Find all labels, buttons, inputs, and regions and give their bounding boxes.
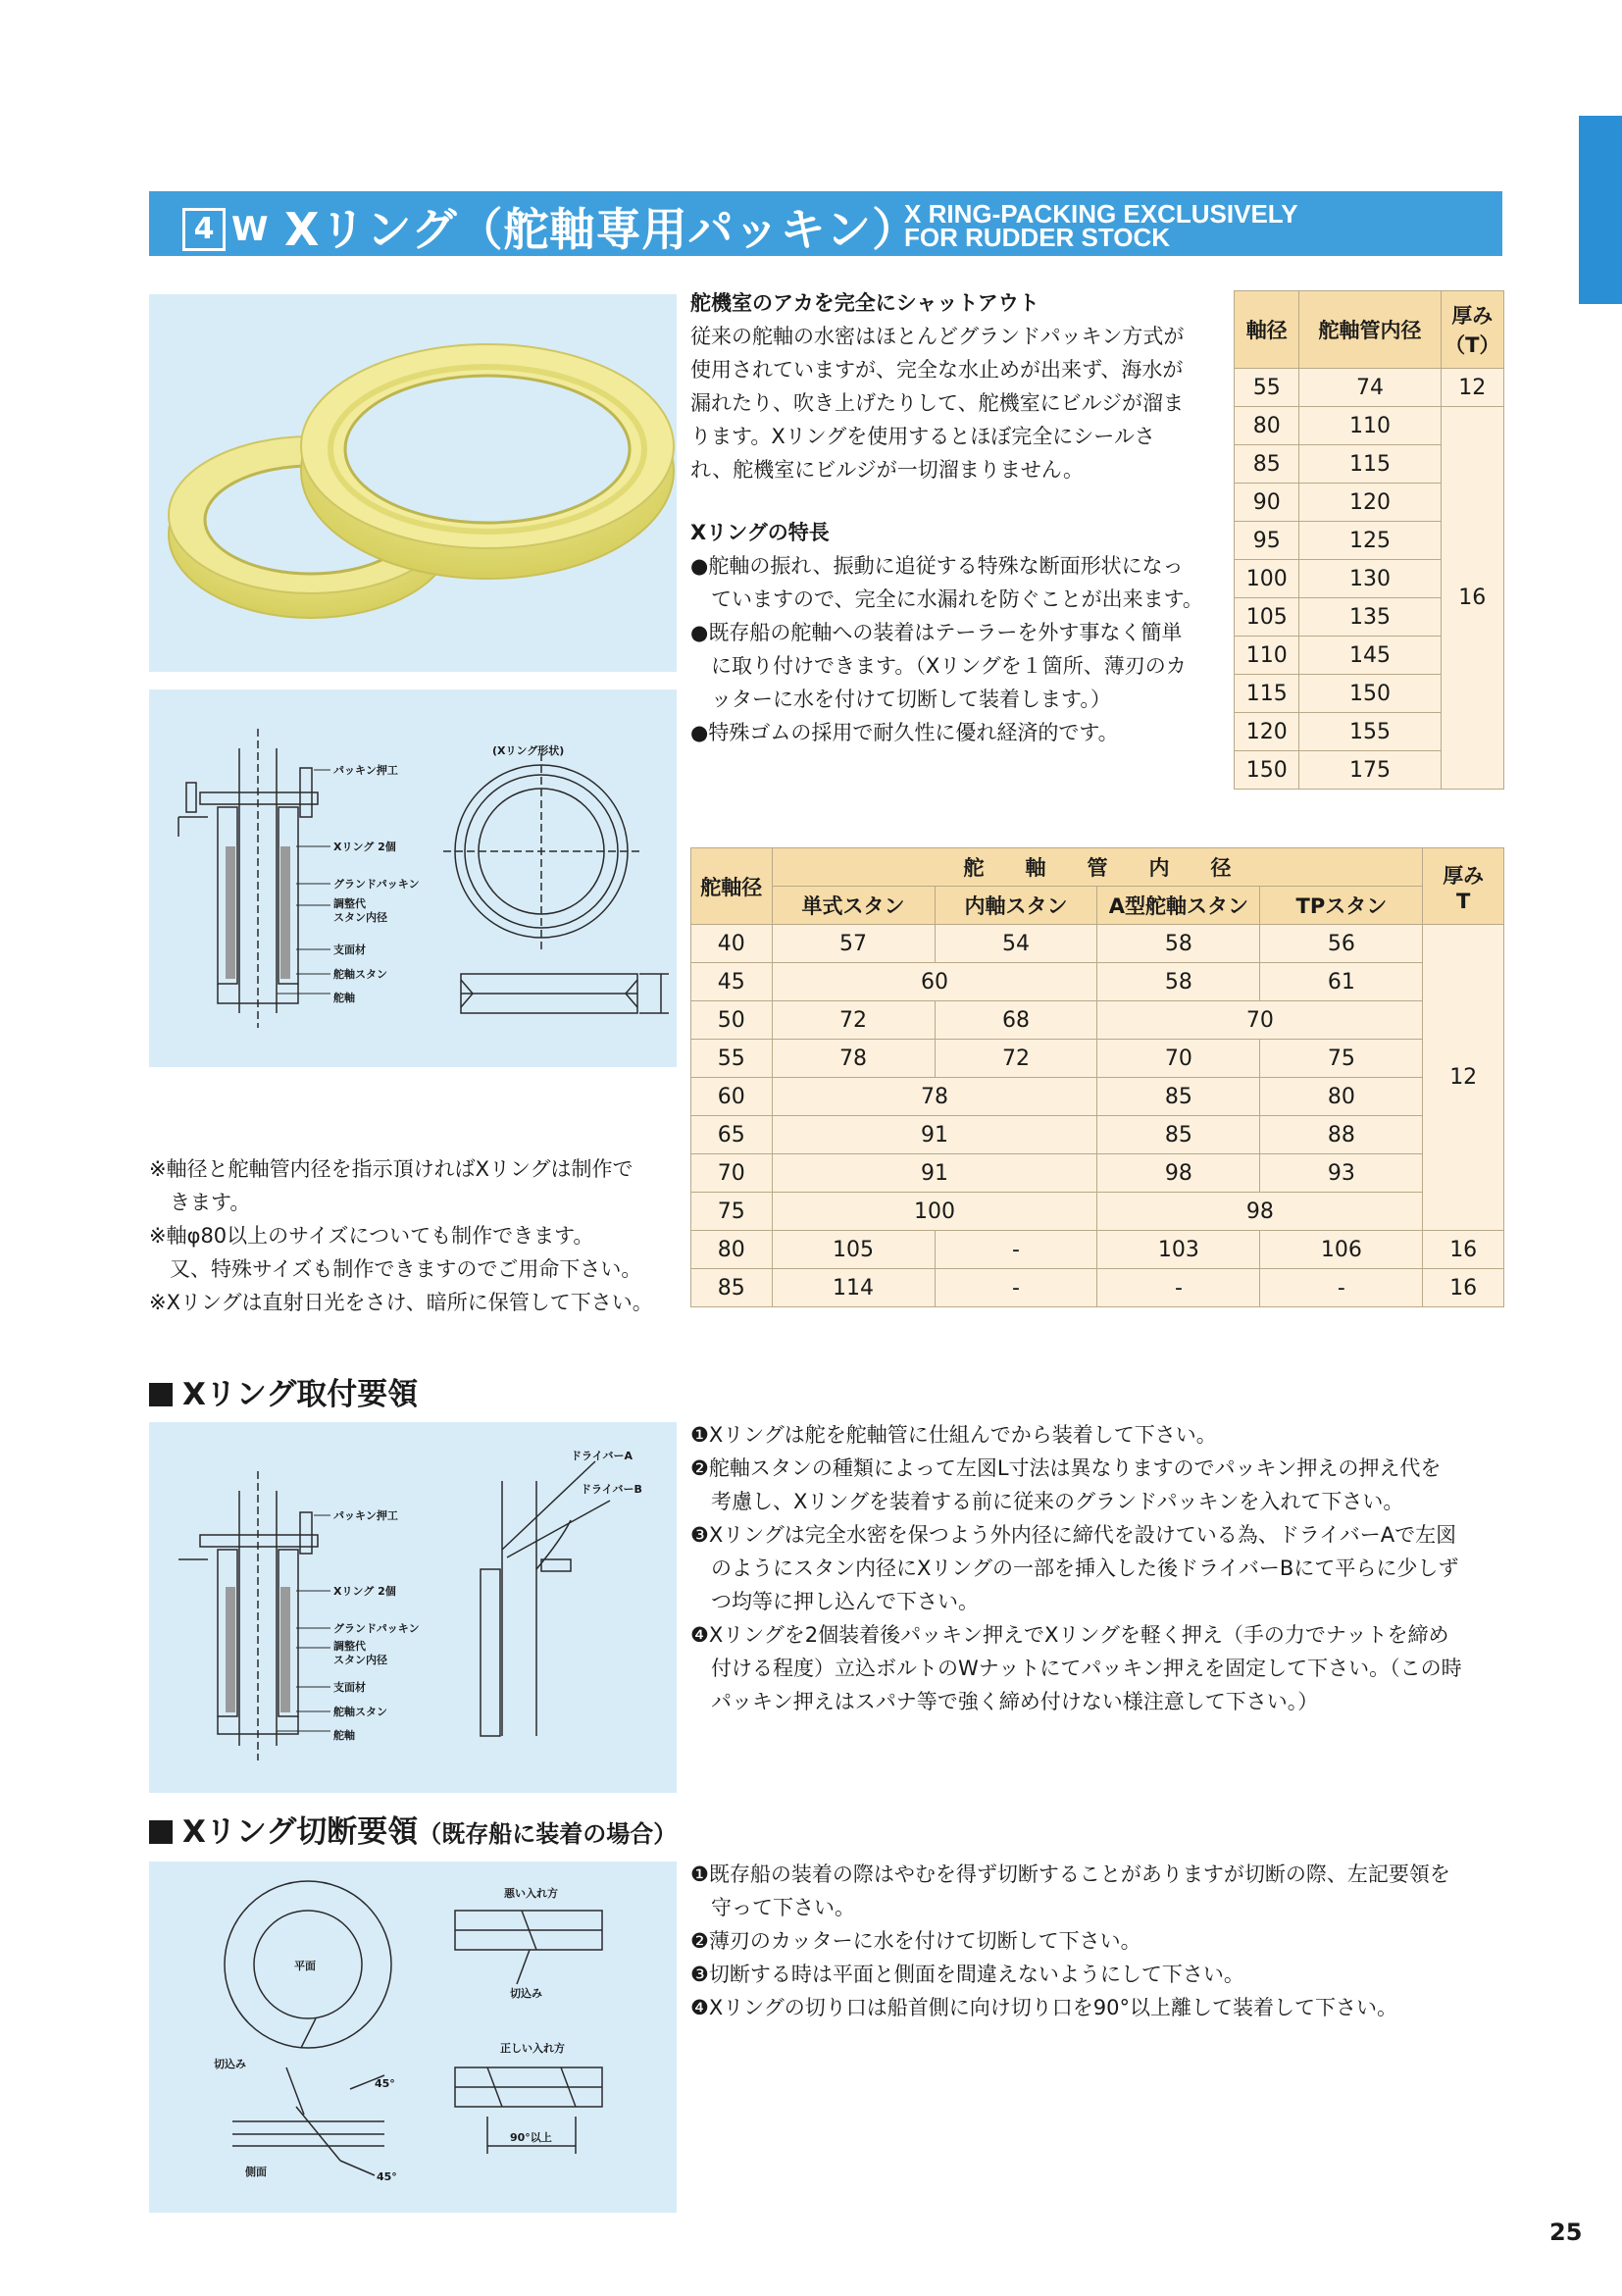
label-packing-press: パッキン押工 [333,764,398,777]
merged-thickness: 16 [1441,407,1503,790]
th-tube-group: 舵 軸 管 内 径 [772,848,1423,887]
section-title-en-1: X RING-PACKING EXCLUSIVELY [904,199,1298,229]
table-row: 65 91 85 88 [691,1116,1504,1154]
table-row: 80 110 16 [1235,407,1504,445]
label-adjust-1: 調整代 [333,897,366,910]
install-line: ❹Xリングを2個装着後パッキン押えでXリングを軽く押え（手の力でナットを締め [690,1623,1449,1647]
label-cut-right: 切込み [510,1987,542,2000]
th-a-type-stan: A型舵軸スタン [1097,887,1260,925]
label-gland: グランドパッキン [333,878,420,891]
table-row: 55 78 72 70 75 [691,1040,1504,1078]
label-flat: 平面 [294,1960,316,1972]
th-shaft: 軸径 [1235,291,1299,369]
label-good-method: 正しい入れ方 [500,2042,565,2055]
intro-line: 従来の舵軸の水密はほとんどグランドパッキン方式が [690,325,1185,348]
intro-line: 漏れたり、吹き上げたりして、舵機室にビルジが溜ま [690,391,1185,415]
cutting-line: ❶既存船の装着の際はやむを得ず切断することがありますが切断の際、左記要領を [690,1862,1450,1886]
install-heading: Xリング取付要領 [149,1375,418,1414]
table-row: 75 100 98 [691,1193,1504,1231]
cutting-heading: Xリング切断要領（既存船に装着の場合） [149,1812,677,1854]
label-support: 支面材 [333,1681,366,1694]
brand-logo: W [231,210,266,249]
section-title-en-2: FOR RUDDER STOCK [904,223,1171,252]
intro-line: ります。Xリングを使用するとほぼ完全にシールさ [690,425,1155,448]
th-thickness: 厚み （T） [1441,291,1503,369]
install-line: ❸Xリングは完全水密を保つよう外内径に締代を設けている為、ドライバーAで左図 [690,1523,1457,1547]
feature-line: ●既存船の舵軸への装着はテーラーを外す事なく簡単 [690,621,1183,644]
table-row: 85 114 - - - 16 [691,1269,1504,1307]
th-inner-stan: 内軸スタン [935,887,1097,925]
feature-line: ッターに水を付けて切断して装着します。） [690,688,1111,711]
install-diagram [149,1422,677,1793]
feature-line: ていますので、完全に水漏れを防ぐことが出来ます。 [690,587,1203,611]
th-tp-stan: TPスタン [1260,887,1423,925]
cutting-steps [690,1858,1450,2024]
table-row: 60 78 85 80 [691,1078,1504,1116]
label-shaft: 舵軸 [333,1729,355,1742]
xring-photo-illustration [149,294,677,672]
label-adjust-2: スタン内径 [333,911,387,924]
note-line: ※軸径と舵軸管内径を指示頂ければXリングは制作で [149,1157,634,1181]
install-procedure-diagram [149,1422,677,1793]
table-row: 40 57 54 58 56 12 [691,925,1504,963]
label-driver-b: ドライバーB [581,1483,642,1496]
label-90-degrees: 90°以上 [510,2131,552,2144]
note-line: きます。 [149,1191,251,1214]
table-row: 150 175 [1235,751,1504,790]
label-stan: 舵軸スタン [333,968,387,981]
features-list [690,549,1203,749]
note-line: ※Xリングは直射日光をさけ、暗所に保管して下さい。 [149,1291,653,1314]
label-adjust-2: スタン内径 [333,1654,387,1666]
square-bullet-icon [149,1820,173,1844]
table-row: 50 72 68 70 [691,1001,1504,1040]
install-line: パッキン押えはスパナ等で強く締め付けない様注意して下さい。） [690,1690,1319,1713]
intro-line: 使用されていますが、完全な水止めが出来ず、海水が [690,358,1184,382]
cutting-line: ❸切断する時は平面と側面を間違えないようにして下さい。 [690,1963,1244,1986]
label-gland: グランドパッキン [333,1622,420,1635]
table-row: 120 155 [1235,713,1504,751]
table-row: 85 115 [1235,445,1504,484]
label-support: 支面材 [333,944,366,956]
table-row: 55 74 12 [1235,369,1504,407]
section-tab [1579,116,1622,304]
label-section: (Xリング形状) [492,744,565,757]
note-line: 又、特殊サイズも制作できますのでご用命下さい。 [149,1257,642,1281]
size-table-1 [1234,290,1504,790]
install-line: 考慮し、Xリングを装着する前に従来のグランドパッキンを入れて下さい。 [690,1490,1404,1513]
feature-line: ●舵軸の振れ、振動に追従する特殊な断面形状になっ [690,554,1184,578]
table-row: 80 105 - 103 106 16 [691,1231,1504,1269]
section-title: Xリング（舵軸専用パッキン） [284,203,919,256]
th-single-stan: 単式スタン [772,887,935,925]
cutting-diagram [149,1862,677,2213]
merged-thickness-12: 12 [1423,925,1504,1231]
intro-heading: 舵機室のアカを完全にシャットアウト [690,291,1039,315]
label-45-upper: 45° [375,2077,395,2090]
features-heading: Xリングの特長 [690,521,830,544]
label-bad-method: 悪い入れ方 [504,1887,558,1900]
feature-line: に取り付けできます。（Xリングを１箇所、薄刃のカ [690,654,1187,678]
section-number: 4 [182,208,226,251]
install-steps [690,1418,1462,1718]
product-photo [149,294,677,672]
note-line: ※軸φ80以上のサイズについても制作できます。 [149,1224,594,1248]
intro-line: れ、舵機室にビルジが一切溜まりません。 [690,458,1084,482]
label-side: 側面 [245,2166,267,2178]
table-row: 70 91 98 93 [691,1154,1504,1193]
square-bullet-icon [149,1383,173,1406]
notes [149,1152,653,1319]
label-stan: 舵軸スタン [333,1706,387,1718]
feature-line: ●特殊ゴムの採用で耐久性に優れ経済的です。 [690,721,1119,744]
table-row: 45 60 58 61 [691,963,1504,1001]
table-row: 105 135 [1235,598,1504,637]
table-row: 90 120 [1235,484,1504,522]
install-line: つ均等に押し込んで下さい。 [690,1590,979,1613]
label-shaft: 舵軸 [333,992,355,1004]
th-thick: 厚み T [1423,848,1504,925]
label-driver-a: ドライバーA [571,1450,633,1462]
label-xring: Xリング 2個 [333,841,396,853]
label-xring: Xリング 2個 [333,1585,396,1598]
label-packing-press: パッキン押工 [333,1509,398,1522]
th-tube-inner: 舵軸管内径 [1299,291,1441,369]
cutting-line: 守って下さい。 [690,1896,855,1919]
th-shaft-dia: 舵軸径 [691,848,773,925]
page-number: 25 [1549,2219,1583,2246]
intro-paragraph [690,320,1184,486]
rudder-stock-section-diagram [149,689,677,1067]
table-row: 100 130 [1235,560,1504,598]
install-line: ❶Xリングは舵を舵軸管に仕組んでから装着して下さい。 [690,1423,1217,1447]
cutting-line: ❹Xリングの切り口は船首側に向け切り口を90°以上離して装着して下さい。 [690,1996,1398,2019]
table-row: 95 125 [1235,522,1504,560]
install-line: のようにスタン内径にXリングの一部を挿入した後ドライバーBにて平らに少しず [690,1556,1459,1580]
label-cut-left: 切込み [214,2058,246,2070]
table-row: 115 150 [1235,675,1504,713]
table-row: 110 145 [1235,637,1504,675]
size-table-2 [690,847,1504,1307]
install-line: ❷舵軸スタンの種類によって左図L寸法は異なりますのでパッキン押えの押え代を [690,1456,1442,1480]
installation-diagram [149,689,677,1067]
label-adjust-1: 調整代 [333,1640,366,1653]
cutting-procedure-diagram [149,1862,677,2213]
cutting-line: ❷薄刃のカッターに水を付けて切断して下さい。 [690,1929,1141,1953]
label-45-lower: 45° [377,2170,397,2183]
install-line: 付ける程度）立込ボルトのWナットにてパッキン押えを固定して下さい。（この時 [690,1657,1462,1680]
